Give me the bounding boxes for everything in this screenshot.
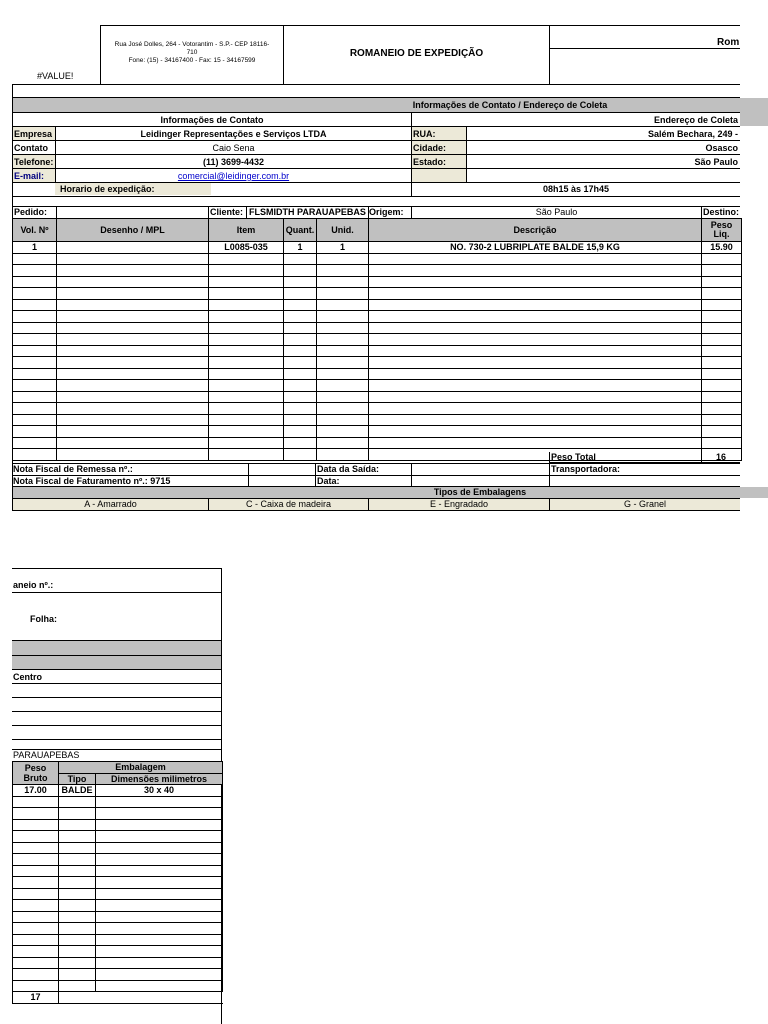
table-cell (209, 426, 284, 438)
table-cell (13, 808, 59, 820)
table-cell (13, 403, 57, 415)
tipos-embalagens-title: Tipos de Embalagens (433, 487, 527, 497)
table-row (13, 808, 223, 820)
table-row (13, 414, 742, 426)
table-cell (317, 426, 369, 438)
table-row (13, 449, 742, 461)
table-cell (57, 449, 209, 461)
table-cell (13, 311, 57, 323)
table-row (13, 403, 742, 415)
table-cell (57, 322, 209, 334)
table-cell (57, 368, 209, 380)
table-row (13, 299, 742, 311)
table-cell (96, 808, 223, 820)
contact-info-title: Informações de Contato (160, 115, 264, 125)
table-row (13, 334, 742, 346)
table-cell (317, 368, 369, 380)
table-row (13, 923, 223, 935)
table-row (13, 796, 223, 808)
table-row (13, 911, 223, 923)
table-cell (57, 288, 209, 300)
table-cell (96, 842, 223, 854)
table-cell (284, 368, 317, 380)
table-row (13, 785, 223, 797)
table-cell (284, 334, 317, 346)
col-item: Item (209, 219, 284, 242)
table-cell (57, 414, 209, 426)
peso-liq-line1: Peso (710, 220, 733, 230)
data-label: Data: (317, 476, 340, 486)
table-cell (209, 449, 284, 461)
cliente-label: Cliente: (210, 207, 244, 217)
table-row (13, 865, 223, 877)
col-peso-bruto (13, 762, 59, 785)
table-cell (284, 299, 317, 311)
col-vol: Vol. Nº (13, 219, 57, 242)
table-cell (59, 831, 96, 843)
table-cell (317, 276, 369, 288)
table-cell (13, 877, 59, 889)
table-cell (13, 288, 57, 300)
table-cell (369, 345, 702, 357)
packaging-total-blank (59, 992, 223, 1004)
table-cell (13, 888, 59, 900)
contato-label: Contato (14, 143, 48, 153)
table-row (13, 934, 223, 946)
table-cell (13, 957, 59, 969)
error-cell: #VALUE! (37, 71, 74, 81)
estado-label: Estado: (413, 157, 447, 167)
table-cell (209, 276, 284, 288)
table-cell (209, 414, 284, 426)
table-row (13, 980, 223, 992)
table-cell (284, 253, 317, 265)
table-cell (369, 299, 702, 311)
table-cell (59, 842, 96, 854)
nf-remessa-label: Nota Fiscal de Remessa nº.: (13, 464, 133, 474)
table-cell (702, 311, 742, 323)
table-cell (317, 437, 369, 449)
table-cell (702, 253, 742, 265)
table-cell (702, 299, 742, 311)
items-table (12, 218, 742, 461)
table-cell (13, 299, 57, 311)
cidade-value: Osasco (705, 143, 738, 153)
table-cell (317, 322, 369, 334)
table-row (13, 437, 742, 449)
table-cell (57, 380, 209, 392)
table-row (13, 265, 742, 277)
cell-tipo: BALDE (59, 785, 96, 797)
table-cell (13, 934, 59, 946)
romaneio-number-label: Rom (717, 37, 740, 48)
empty-rows (13, 796, 223, 992)
company-address-line2: 710 (186, 49, 198, 56)
table-cell (284, 311, 317, 323)
table-cell (13, 426, 57, 438)
table-cell (96, 796, 223, 808)
cell-quant: 1 (284, 242, 317, 254)
table-cell (59, 854, 96, 866)
table-row (13, 253, 742, 265)
table-cell (57, 426, 209, 438)
transportadora-label: Transportadora: (551, 464, 621, 474)
table-cell (59, 934, 96, 946)
table-cell (59, 865, 96, 877)
destino-value: PARAUAPEBAS (13, 750, 80, 760)
table-cell (59, 946, 96, 958)
table-cell (13, 368, 57, 380)
table-cell (369, 437, 702, 449)
table-cell (284, 403, 317, 415)
packaging-table (12, 761, 223, 1004)
table-cell (209, 437, 284, 449)
table-cell (317, 380, 369, 392)
cell-desenho (57, 242, 209, 254)
cell-vol: 1 (13, 242, 57, 254)
table-cell (369, 311, 702, 323)
table-cell (13, 253, 57, 265)
col-dimensoes: Dimensões milimetros (96, 773, 223, 785)
estado-value: São Paulo (694, 157, 738, 167)
table-cell (96, 819, 223, 831)
horario-label: Horario de expedição: (60, 184, 155, 194)
tipo-engradado: E - Engradado (429, 499, 489, 509)
table-cell (317, 345, 369, 357)
table-cell (13, 265, 57, 277)
table-cell (702, 322, 742, 334)
table-cell (13, 357, 57, 369)
table-row (13, 276, 742, 288)
pedido-label: Pedido: (14, 207, 47, 217)
cliente-value: FLSMIDTH PARAUAPEBAS (249, 207, 366, 217)
packaging-total-row (13, 992, 223, 1004)
col-descricao: Descrição (369, 219, 702, 242)
table-cell (284, 265, 317, 277)
table-cell (702, 368, 742, 380)
table-cell (702, 391, 742, 403)
table-row (13, 426, 742, 438)
table-row (13, 854, 223, 866)
table-row (13, 288, 742, 300)
table-cell (13, 391, 57, 403)
table-cell (59, 980, 96, 992)
table-cell (369, 391, 702, 403)
origem-value: São Paulo (535, 207, 578, 217)
origem-label: Origem: (369, 207, 404, 217)
col-unid: Unid. (317, 219, 369, 242)
table-row (13, 322, 742, 334)
table-cell (209, 391, 284, 403)
contato-value: Caio Sena (212, 143, 255, 153)
table-row (13, 946, 223, 958)
table-cell (96, 946, 223, 958)
table-cell (317, 311, 369, 323)
table-cell (13, 854, 59, 866)
table-cell (317, 414, 369, 426)
table-cell (57, 345, 209, 357)
table-cell (209, 357, 284, 369)
nf-faturamento-label: Nota Fiscal de Faturamento nº.: 9715 (13, 476, 171, 486)
table-cell (13, 449, 57, 461)
table-cell (209, 253, 284, 265)
table-row (13, 311, 742, 323)
table-cell (284, 437, 317, 449)
document-title: ROMANEIO DE EXPEDIÇÃO (349, 48, 484, 59)
table-cell (284, 380, 317, 392)
horario-value: 08h15 às 17h45 (542, 184, 610, 194)
packaging-header-row-1 (13, 762, 223, 774)
table-cell (96, 831, 223, 843)
table-cell (702, 357, 742, 369)
table-cell (209, 299, 284, 311)
table-cell (57, 276, 209, 288)
folha-label: Folha: (30, 614, 57, 624)
table-row (13, 391, 742, 403)
col-peso-liq (702, 219, 742, 242)
table-cell (369, 253, 702, 265)
table-cell (702, 414, 742, 426)
table-row (13, 900, 223, 912)
table-row (13, 819, 223, 831)
table-cell (96, 969, 223, 981)
col-tipo: Tipo (59, 773, 96, 785)
table-cell (57, 299, 209, 311)
table-cell (317, 449, 369, 461)
table-cell (317, 357, 369, 369)
table-cell (59, 819, 96, 831)
table-cell (317, 391, 369, 403)
table-row (13, 877, 223, 889)
table-cell (13, 796, 59, 808)
table-cell (13, 322, 57, 334)
table-cell (369, 403, 702, 415)
table-cell (284, 426, 317, 438)
table-cell (209, 311, 284, 323)
table-cell (284, 288, 317, 300)
table-cell (96, 900, 223, 912)
table-cell (369, 426, 702, 438)
cell-descricao: NO. 730-2 LUBRIPLATE BALDE 15,9 KG (369, 242, 702, 254)
packaging-total-value: 17 (13, 992, 59, 1004)
table-cell (96, 923, 223, 935)
table-cell (96, 854, 223, 866)
table-cell (59, 969, 96, 981)
table-cell (59, 923, 96, 935)
table-cell (13, 842, 59, 854)
table-cell (57, 437, 209, 449)
table-cell (96, 934, 223, 946)
table-cell (59, 900, 96, 912)
table-cell (96, 957, 223, 969)
table-cell (284, 414, 317, 426)
table-cell (57, 253, 209, 265)
peso-bruto-line1: Peso (24, 763, 47, 773)
tipo-granel: G - Granel (623, 499, 666, 509)
table-cell (317, 403, 369, 415)
table-cell (13, 980, 59, 992)
table-cell (57, 403, 209, 415)
table-row (13, 368, 742, 380)
cell-dimensoes: 30 x 40 (96, 785, 223, 797)
table-cell (369, 322, 702, 334)
table-cell (57, 311, 209, 323)
table-cell (13, 414, 57, 426)
table-cell (317, 334, 369, 346)
table-cell (96, 865, 223, 877)
rua-value: Salém Bechara, 249 - (647, 129, 738, 139)
pickup-address-title: Endereço de Coleta (653, 115, 738, 125)
table-row (13, 969, 223, 981)
table-cell (209, 368, 284, 380)
items-header-row (13, 219, 742, 242)
table-cell (13, 911, 59, 923)
table-cell (96, 980, 223, 992)
table-cell (369, 334, 702, 346)
table-cell (59, 877, 96, 889)
table-cell (59, 888, 96, 900)
table-cell (13, 345, 57, 357)
table-cell (317, 299, 369, 311)
table-cell (13, 819, 59, 831)
table-cell (702, 437, 742, 449)
romaneio-number-label-2: aneio nº.: (13, 580, 54, 590)
table-cell (209, 345, 284, 357)
table-cell (96, 911, 223, 923)
table-cell (59, 957, 96, 969)
table-cell (13, 865, 59, 877)
table-row (13, 242, 742, 254)
company-address-line1: Rua José Dolles, 264 - Votorantim - S.P.- CEP 18116- (114, 41, 270, 48)
table-cell (13, 900, 59, 912)
table-cell (57, 334, 209, 346)
table-cell (317, 288, 369, 300)
table-cell (702, 265, 742, 277)
empty-rows (13, 253, 742, 460)
table-cell (702, 276, 742, 288)
cell-peso-liq: 15.90 (702, 242, 742, 254)
email-link[interactable]: comercial@leidinger.com.br (177, 171, 290, 181)
table-cell (369, 265, 702, 277)
email-label: E-mail: (14, 171, 45, 181)
table-row (13, 345, 742, 357)
table-cell (13, 946, 59, 958)
table-cell (13, 969, 59, 981)
rua-label: RUA: (413, 129, 436, 139)
table-row (13, 357, 742, 369)
table-cell (702, 288, 742, 300)
table-row (13, 957, 223, 969)
table-cell (284, 391, 317, 403)
data-saida-label: Data da Saída: (317, 464, 380, 474)
table-cell (369, 368, 702, 380)
table-cell (209, 265, 284, 277)
table-cell (13, 923, 59, 935)
tipo-caixa-madeira: C - Caixa de madeira (245, 499, 332, 509)
table-cell (284, 357, 317, 369)
empresa-label: Empresa (14, 129, 53, 139)
tipo-amarrado: A - Amarrado (84, 499, 137, 509)
table-cell (57, 391, 209, 403)
col-quant: Quant. (284, 219, 317, 242)
company-phone-line: Fone: (15) - 34167400 - Fax: 15 - 34167599 (128, 57, 256, 64)
col-desenho: Desenho / MPL (57, 219, 209, 242)
peso-total-value: 16 (715, 452, 726, 462)
table-cell (284, 322, 317, 334)
table-row (13, 842, 223, 854)
table-cell (369, 357, 702, 369)
table-cell (702, 334, 742, 346)
col-embalagem: Embalagem (59, 762, 223, 774)
table-cell (96, 877, 223, 889)
cell-item: L0085-035 (209, 242, 284, 254)
table-cell (13, 276, 57, 288)
empresa-value: Leidinger Representações e Serviços LTDA (140, 129, 327, 139)
table-cell (96, 888, 223, 900)
table-cell (284, 276, 317, 288)
table-cell (369, 449, 702, 461)
table-cell (59, 796, 96, 808)
table-cell (13, 831, 59, 843)
peso-bruto-line2: Bruto (23, 773, 48, 783)
table-row (13, 831, 223, 843)
table-cell (284, 345, 317, 357)
telefone-label: Telefone: (14, 157, 54, 167)
table-cell (209, 334, 284, 346)
table-row (13, 380, 742, 392)
table-cell (369, 414, 702, 426)
table-cell (209, 288, 284, 300)
table-cell (369, 288, 702, 300)
table-cell (13, 437, 57, 449)
table-cell (369, 380, 702, 392)
table-cell (209, 380, 284, 392)
table-cell (702, 426, 742, 438)
table-cell (13, 334, 57, 346)
table-cell (702, 403, 742, 415)
centro-value: Centro (13, 672, 42, 682)
table-cell (57, 265, 209, 277)
contact-banner: Informações de Contato / Endereço de Coleta (412, 100, 608, 110)
telefone-value: (11) 3699-4432 (202, 157, 265, 167)
table-cell (317, 265, 369, 277)
table-cell (702, 380, 742, 392)
table-cell (209, 403, 284, 415)
table-cell (59, 808, 96, 820)
peso-total-label: Peso Total (551, 452, 596, 462)
cell-peso-bruto: 17.00 (13, 785, 59, 797)
table-cell (317, 253, 369, 265)
table-cell (59, 911, 96, 923)
table-cell (209, 322, 284, 334)
peso-liq-line2: Liq. (713, 229, 730, 239)
table-row (13, 888, 223, 900)
table-cell (284, 449, 317, 461)
table-cell (57, 357, 209, 369)
cidade-label: Cidade: (413, 143, 447, 153)
cell-unid: 1 (317, 242, 369, 254)
table-cell (702, 345, 742, 357)
table-cell (13, 380, 57, 392)
table-cell (369, 276, 702, 288)
destino-label: Destino: (703, 207, 739, 217)
